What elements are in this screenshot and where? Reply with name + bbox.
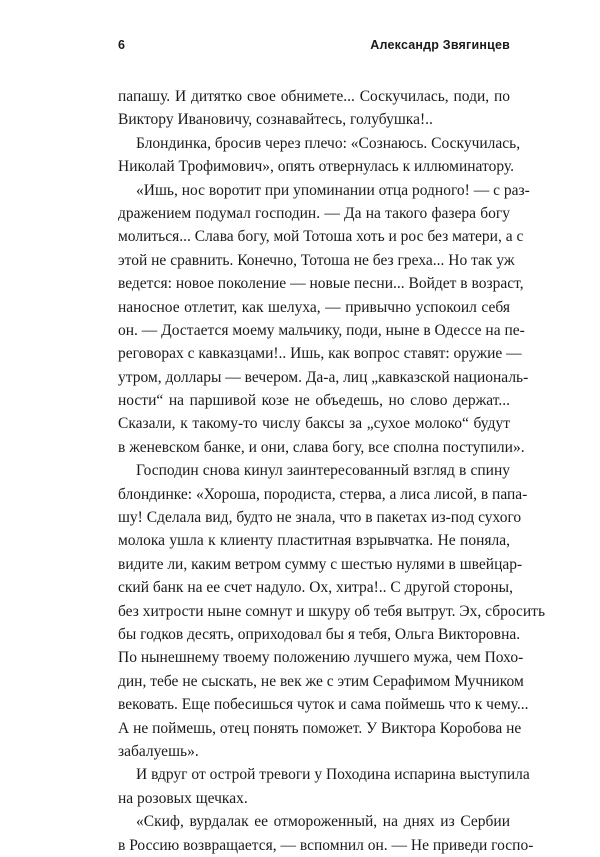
text-line: наносное отлетит, как шелуха, — привычно успокоил себя	[118, 298, 510, 316]
text-line: И вдруг от острой тревоги у Походина испарина выступила	[136, 766, 530, 784]
text-line: без хитрости ныне сомнут и шкуру об тебя вытрут. Эх, сбросить	[118, 602, 546, 620]
text-line: ский банк на ее счет надуло. Ох, хитра!.. С другой стороны,	[118, 579, 513, 597]
text-line: видите ли, каким ветром сумму с шестью нулями в швейцар-	[118, 555, 523, 573]
paragraph	[118, 179, 530, 460]
author-name: Александр Звягинцев	[370, 38, 510, 52]
text-line: дин, тебе не сыскать, не век же с этим Серафимом Мучником	[118, 672, 524, 690]
text-line: «Скиф, вурдалак ее отмороженный, на днях из Сербии	[136, 813, 510, 831]
text-line: А не поймешь, отец понять поможет. У Виктора Коробова не	[118, 719, 522, 737]
text-line: папашу. И дитятко свое обнимете... Соскучилась, поди, по	[118, 88, 510, 105]
page-number: 6	[118, 38, 126, 52]
paragraph	[118, 763, 530, 810]
paragraph	[118, 132, 521, 179]
text-line: в женевском банке, и они, слава богу, все сполна поступили».	[118, 438, 525, 456]
text-line: он. — Достается моему мальчику, поди, ныне в Одессе на пе-	[118, 321, 525, 339]
text-line: Блондинка, бросив через плечо: «Сознаюсь. Соскучилась,	[136, 134, 521, 152]
paragraph	[118, 85, 510, 132]
text-line: этой не сравнить. Конечно, Тотоша не без греха... Но так уж	[118, 251, 515, 269]
text-line: вековать. Еще побесишься чуток и сама поймешь что к чему...	[118, 696, 529, 714]
text-line: ности“ на паршивой козе не объедешь, но слово держат...	[118, 392, 510, 410]
text-line: молиться... Слава богу, мой Тотоша хоть и рос без матери, а с	[118, 228, 524, 246]
text-line: Виктору Ивановичу, сознавайтесь, голубушка!..	[118, 111, 433, 129]
text-line: Сказали, к такому-то числу баксы за „сухое молоко“ будут	[118, 415, 510, 433]
text-line: шу! Сделала вид, будто не знала, что в пакетах из-под сухого	[118, 509, 522, 527]
running-head	[118, 38, 510, 58]
text-line: молока ушла к клиенту пластитная взрывчатка. Не поняла,	[118, 532, 510, 550]
text-line: «Ишь, нос воротит при упоминании отца родного! — с раз-	[136, 181, 530, 199]
body-text	[118, 85, 546, 857]
text-line: на розовых щечках.	[118, 789, 248, 807]
paragraph	[118, 810, 534, 857]
text-line: утром, доллары — вечером. Да-а, лиц „кавказской националь-	[118, 368, 529, 386]
text-line: блондинке: «Хороша, породиста, стерва, а лиса лисой, в папа-	[118, 485, 528, 503]
text-line: Господин снова кинул заинтересованный взгляд в спину	[136, 462, 510, 480]
text-line: ведется: новое поколение — новые песни... Войдет в возраст,	[118, 275, 524, 293]
text-line: реговорах с кавказцами!.. Ишь, как вопрос ставят: оружие —	[118, 345, 522, 363]
text-line: По нынешнему твоему положению лучшего мужа, чем Похо-	[118, 649, 524, 667]
text-line: бы годков десять, оприходовал бы я тебя, Ольга Викторовна.	[118, 625, 521, 643]
text-line: дражением подумал господин. — Да на такого фазера богу	[118, 204, 510, 222]
text-line: Николай Трофимович», опять отвернулась к иллюминатору.	[118, 158, 514, 176]
text-line: в Россию возвращается, — вспомнил он. — Не приведи госпо-	[118, 836, 534, 854]
text-line: забалуешь».	[118, 742, 199, 760]
paragraph	[118, 459, 546, 763]
